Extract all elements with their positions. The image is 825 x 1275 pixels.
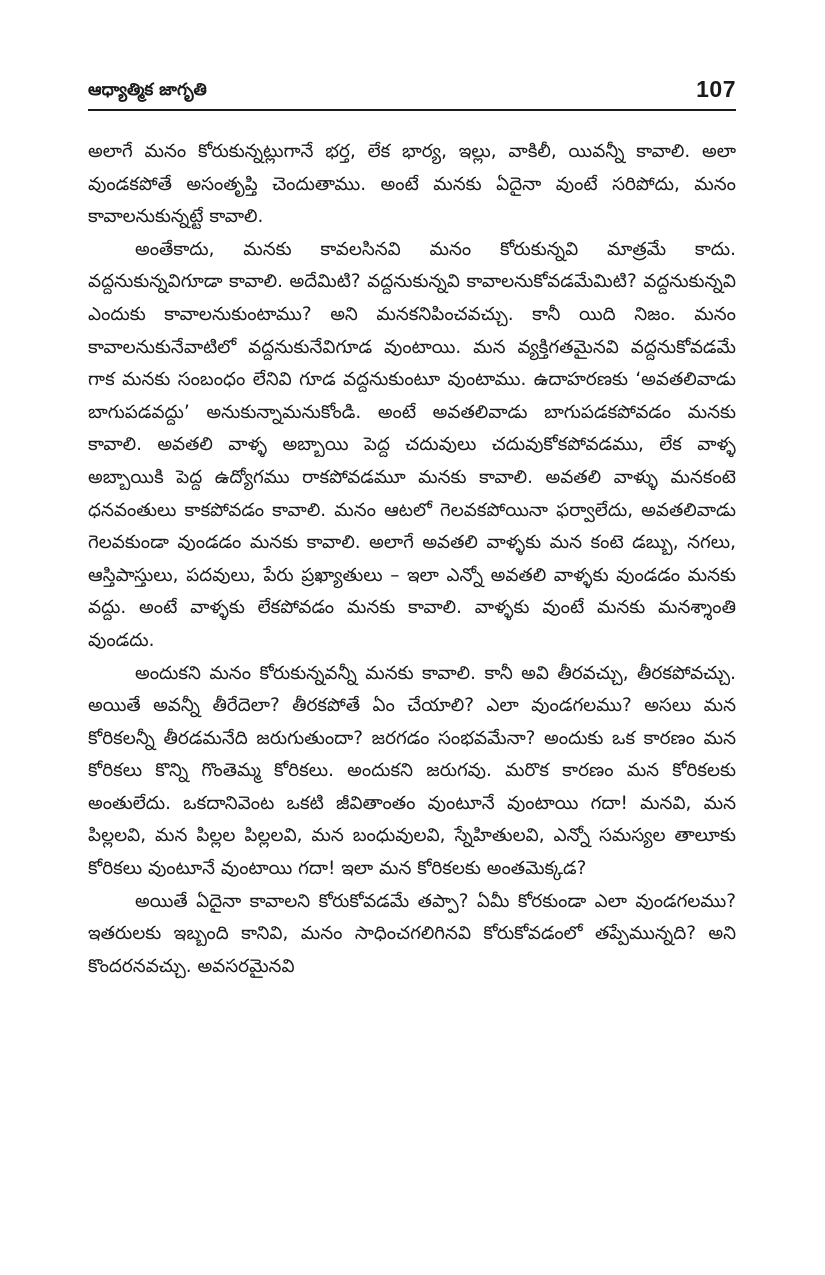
page-header bbox=[88, 76, 736, 106]
paragraph-1: అలాగే మనం కోరుకున్నట్లుగానే భర్త, లేక భార్య, ఇల్లు, వాకిలీ, యివన్నీ కావాలి. అలా వుండకపోతే అసంతృప్తి చెందుతాము. అంటే మనకు ఏదైనా వుంటే సరిపోదు, మనం కావాలనుకున్నట్టే కావాలి. bbox=[88, 141, 736, 228]
paragraph-3: అందుకని మనం కోరుకున్నవన్నీ మనకు కావాలి. కానీ అవి తీరవచ్చు, తీరకపోవచ్చు. అయితే అవన్నీ తీరేదెలా? తీరకపోతే ఏం చేయాలి? ఎలా వుండగలము? అసలు మన కోరికలన్నీ తీరడమనేది జరుగుతుందా? జరగడం సంభవమేనా? అందుకు ఒక కారణం మన కోరికలు కొన్ని గొంతెమ్మ కోరికలు. అందుకని జరుగవు. మరొక కారణం మన కోరికలకు అంతులేదు. ఒకదానివెంట ఒకటి జీవితాంతం వుంటూనే వుంటాయి గదా! మనవి, మన పిల్లలవి, మన పిల్లల పిల్లలవి, మన బంధువులవి, స్నేహితులవి, ఎన్నో సమస్యల తాలూకు కోరికలు వుంటూనే వుంటాయి గదా! ఇలా మన కోరికలకు అంతమెక్కడ? bbox=[88, 662, 736, 880]
page-number: 107 bbox=[696, 76, 736, 102]
body-text bbox=[88, 136, 736, 983]
header-rule bbox=[88, 109, 736, 111]
paragraph-2: అంతేకాదు, మనకు కావలసినవి మనం కోరుకున్నవి మాత్రమే కాదు. వద్దనుకున్నవిగూడా కావాలి. అదేమిటి? వద్దనుకున్నవి కావాలనుకోవడమేమిటి? వద్దనుకున్నవి ఎందుకు కావాలనుకుంటాము? అని మనకనిపించవచ్చు. కానీ యిది నిజం. మనం కావాలనుకునేవాటిలో వద్దనుకునేవిగూడ వుంటాయి. మన వ్యక్తిగతమైనవి వద్దనుకోవడమే గాక మనకు సంబంధం లేనివి గూడ వద్దనుకుంటూ వుంటాము. ఉదాహరణకు ‘అవతలివాడు బాగుపడవద్దు’ అనుకున్నామనుకోండి. అంటే అవతలివాడు బాగుపడకపోవడం మనకు కావాలి. అవతలి వాళ్ళ అబ్బాయి పెద్ద చదువులు చదువుకోకపోవడము, లేక వాళ్ళ అబ్బాయికి పెద్ద ఉద్యోగము రాకపోవడమూ మనకు కావాలి. అవతలి వాళ్ళు మనకంటె ధనవంతులు కాకపోవడం కావాలి. మనం ఆటలో గెలవకపోయినా ఫర్వాలేదు, అవతలివాడు గెలవకుండా వుండడం మనకు కావాలి. అలాగే అవతలి వాళ్ళకు మన కంటె డబ్బు, నగలు, ఆస్తిపాస్తులు, పదవులు, పేరు ప్రఖ్యాతులు – ఇలా ఎన్నో అవతలి వాళ్ళకు వుండడం మనకు వద్దు. అంటే వాళ్ళకు లేకపోవడం మనకు కావాలి. వాళ్ళకు వుంటే మనకు మనశ్శాంతి వుండదు. bbox=[88, 238, 736, 651]
paragraph-4: అయితే ఏదైనా కావాలని కోరుకోవడమే తప్పా? ఏమీ కోరకుండా ఎలా వుండగలము? ఇతరులకు ఇబ్బంది కానివి, మనం సాధించగలిగినవి కోరుకోవడంలో తప్పేమున్నది? అని కొందరనవచ్చు. అవసరమైనవి bbox=[88, 890, 736, 977]
running-title: ఆధ్యాత్మిక జాగృతి bbox=[88, 80, 207, 100]
